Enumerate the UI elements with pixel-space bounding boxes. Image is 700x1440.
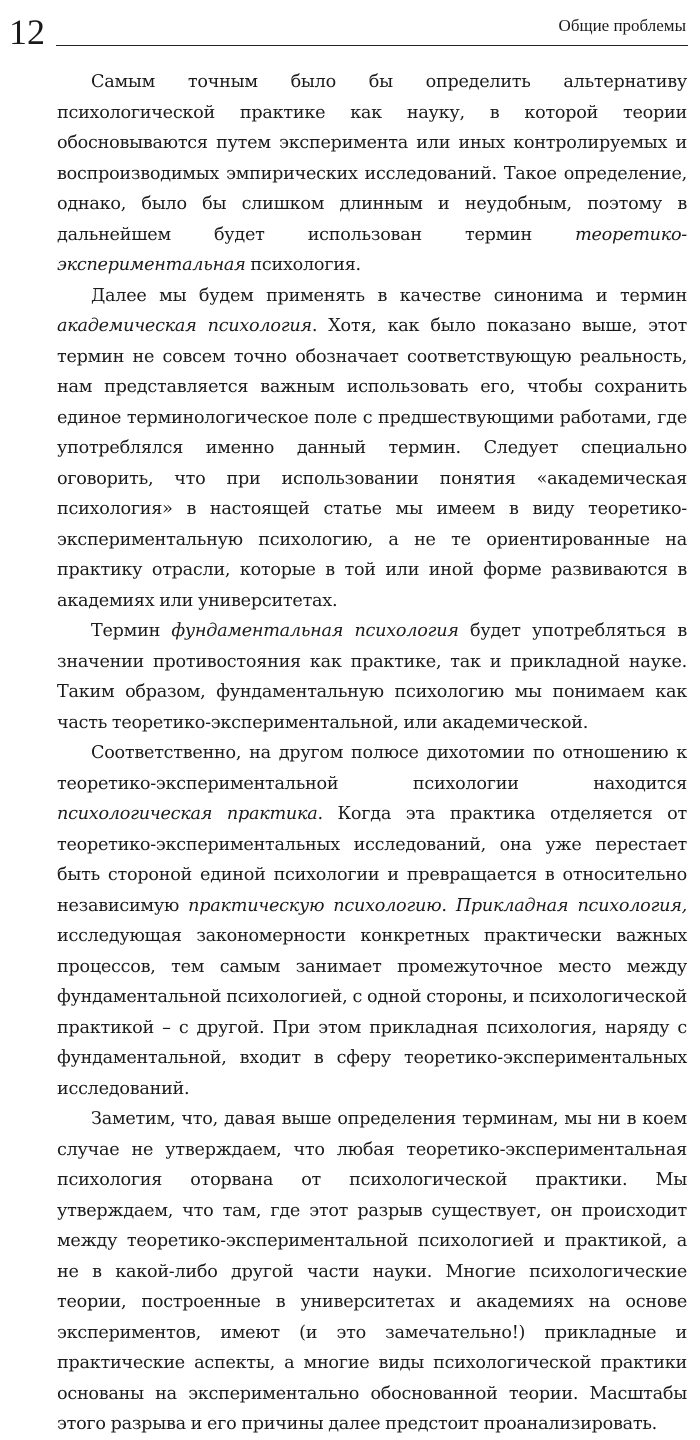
- text-run: . Хотя, как было показано выше, этот термин не совсем точно обозначает соответствующую реальность, нам представляется важным использовать его, чтобы сохранить единое терминологическое поле с предшествующими работами, где употреблялся именно данный термин. Следует специально оговорить, что при использовании понятия «академическая психология» в настоящей статье мы имеем в виду теоретико-экспериментальную психологию, а не те ориентированные на практику отрасли, которые в той или иной форме развиваются в академиях или университетах.: [57, 316, 687, 611]
- text-run: Самым точным было бы определить альтернативу психологической практике как науку, в которой теории обосновываются путем эксперимента или иных контролируемых и воспроизводимых эмпирических исследований. Такое определение, однако, было бы слишком длинным и неудобным, поэтому в дальнейшем будет использован термин: [57, 72, 687, 245]
- paragraph: [57, 1104, 687, 1440]
- italic-term: академическая психология: [57, 316, 312, 336]
- running-title: Общие проблемы: [558, 16, 686, 35]
- italic-term: практическую психологию: [188, 895, 442, 916]
- text-run: Соответственно, на другом полюсе дихотомии по отношению к теоретико-экспериментальной психологии находится: [57, 743, 687, 794]
- italic-term: Прикладная психология,: [455, 895, 687, 916]
- italic-term: теоретико-экспериментальная: [57, 224, 687, 275]
- paragraph: [57, 616, 687, 738]
- body-text: [57, 67, 687, 1440]
- page-number: 12: [9, 12, 45, 52]
- text-run: психология.: [245, 255, 361, 275]
- italic-term: фундаментальная психология: [171, 621, 459, 641]
- text-run: Термин: [91, 621, 172, 641]
- paragraph: [57, 738, 687, 1104]
- paragraph: [57, 281, 687, 617]
- paragraph: [57, 67, 687, 281]
- header-rule: [56, 45, 688, 46]
- text-run: исследующая закономерности конкретных практически важных процессов, тем самым занимает промежуточное место между фундаментальной психологией, с одной стороны, и психологической практикой – с другой. При этом прикладная психология, наряду с фундаментальной, входит в сферу теоретико-экспериментальных исследований.: [57, 926, 687, 1099]
- text-run: Далее мы будем применять в качестве синонима и термин: [91, 285, 687, 306]
- text-run: будет употребляться в значении противостояния как практике, так и прикладной науке. Таким образом, фундаментальную психологию мы понимаем как часть теоретико-экспериментальной, или академической.: [57, 621, 688, 733]
- text-run: Заметим, что, давая выше определения терминам, мы ни в коем случае не утверждаем, что любая теоретико-экспериментальная психология оторвана от психологической практики. Мы утверждаем, что там, где этот разрыв существует, он происходит между теоретико-экспериментальной психологией и практикой, а не в какой-либо другой части науки. Многие психологические теории, построенные в университетах и академиях на основе экспериментов, имеют (и это замечательно!) прикладные и практические аспекты, а многие виды психологической практики основаны на экспериментально обоснованной теории. Масштабы этого разрыва и его причины далее предстоит проанализировать.: [57, 1109, 687, 1434]
- text-run: .: [441, 895, 456, 916]
- italic-term: психологическая практика: [57, 804, 318, 824]
- text-run: . Когда эта практика отделяется от теоретико-экспериментальных исследований, она уже перестает быть стороной единой психологии и превращается в относительно независимую: [57, 804, 687, 916]
- page-header: [0, 0, 700, 60]
